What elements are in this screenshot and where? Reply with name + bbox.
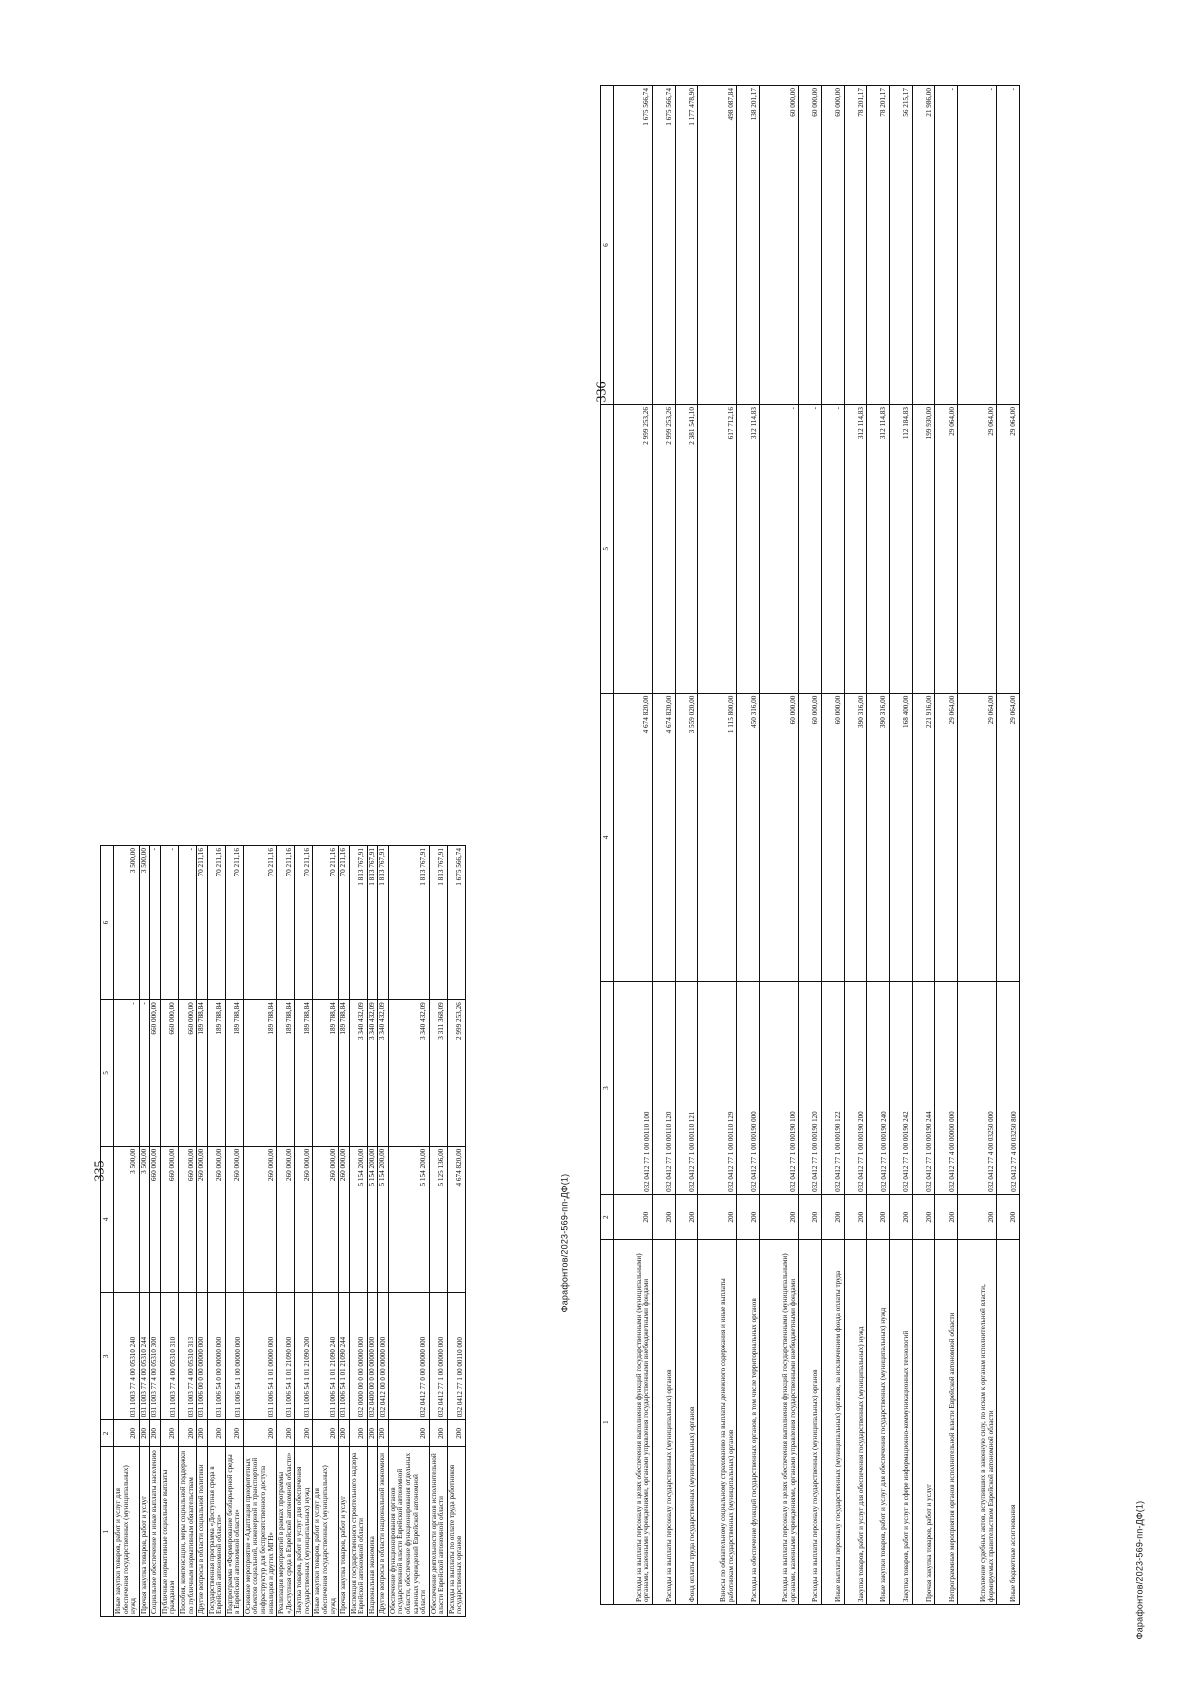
cell-c6: - — [958, 86, 997, 405]
cell-c6: - — [150, 846, 161, 1000]
cell-c5: 189 788,84 — [339, 1000, 350, 1146]
table-row — [698, 86, 737, 1605]
cell-c5: - — [139, 1000, 150, 1146]
cell-c4: 1 115 800,00 — [698, 693, 737, 982]
cell-c4: 5 154 200,00 — [388, 1146, 429, 1292]
cell-c5: 2 999 253,26 — [614, 405, 653, 694]
cell-c4: 5 154 200,00 — [367, 1146, 378, 1292]
table-row — [277, 846, 295, 1617]
cell-name: Расходы на выплаты персоналу в целях обеспечения выполнения функций государственными (муниципальными) органами, казенными учреждениями, органами управления государственными внебюджетными фондами — [614, 1240, 653, 1605]
cell-grp: 200 — [844, 1194, 867, 1240]
cell-c6: 21 986,00 — [912, 86, 935, 405]
table-row — [150, 846, 161, 1617]
column-header-6: 6 — [601, 86, 614, 405]
cell-code: 032 0412 77 4 00 00000 000 — [935, 982, 958, 1195]
cell-code: 032 0412 77 1 00 00110 100 — [614, 982, 653, 1195]
cell-grp: 200 — [139, 1420, 150, 1447]
cell-c6: 70 211,16 — [295, 846, 313, 1000]
cell-code: 032 0000 00 0 00 00000 000 — [349, 1293, 367, 1420]
cell-name: Закупка товаров, работ и услуг для обеспечения государственных (муниципальных) нужд — [844, 1240, 867, 1605]
cell-c6: 1 813 767,91 — [378, 846, 389, 1000]
cell-c4: 5 154 200,00 — [349, 1146, 367, 1292]
column-header-4: 4 — [101, 1146, 114, 1292]
cell-c5: 199 930,00 — [912, 405, 935, 694]
table-row — [207, 846, 225, 1617]
cell-name: Инспекция государственного строительного надзора Еврейской автономной области — [349, 1447, 367, 1617]
table-row — [737, 86, 760, 1605]
cell-c6: 3 500,00 — [114, 846, 140, 1000]
cell-grp: 200 — [378, 1420, 389, 1447]
cell-name: Закупка товаров, работ и услуг для обеспечения государственных (муниципальных) нужд — [295, 1447, 313, 1617]
cell-c6: 70 211,16 — [313, 846, 339, 1000]
cell-c5: 617 712,16 — [698, 405, 737, 694]
table-row — [139, 846, 150, 1617]
cell-grp: 200 — [313, 1420, 339, 1447]
cell-c5: - — [760, 405, 799, 694]
cell-name: Иные закупки товаров, работ и услуг для обеспечения государственных (муниципальных) нужд — [867, 1240, 890, 1605]
cell-c5: 189 788,84 — [243, 1000, 276, 1146]
cell-name: Иные закупки товаров, работ и услуг для обеспечения государственных (муниципальных) нужд — [114, 1447, 140, 1617]
cell-grp: 200 — [295, 1420, 313, 1447]
cell-c6: - — [178, 846, 196, 1000]
cell-c4: 3 500,00 — [114, 1146, 140, 1292]
cell-c5: 189 788,84 — [197, 1000, 208, 1146]
table-header-row — [101, 846, 114, 1617]
cell-c4: 260 000,00 — [313, 1146, 339, 1292]
cell-grp: 200 — [447, 1420, 465, 1447]
cell-c4: 260 000,00 — [197, 1146, 208, 1292]
cell-code: 032 0412 77 1 00 00110 121 — [675, 982, 698, 1195]
table-row — [889, 86, 912, 1605]
table-row — [243, 846, 276, 1617]
cell-grp: 200 — [760, 1194, 799, 1240]
table-row — [225, 846, 243, 1617]
cell-c4: 260 000,00 — [295, 1146, 313, 1292]
cell-code: 031 1006 54 1 01 21090 240 — [313, 1293, 339, 1420]
cell-c4: 29 064,00 — [997, 693, 1020, 982]
cell-c6: 78 201,17 — [844, 86, 867, 405]
column-header-1: 1 — [601, 1240, 614, 1605]
cell-code: 032 0412 77 1 00 00000 000 — [429, 1293, 447, 1420]
column-header-2: 2 — [601, 1194, 614, 1240]
table-row — [652, 86, 675, 1605]
cell-grp: 200 — [225, 1420, 243, 1447]
table-row — [313, 846, 339, 1617]
cell-c4: 168 400,00 — [889, 693, 912, 982]
column-header-3: 3 — [101, 1293, 114, 1420]
cell-c4: 29 064,00 — [958, 693, 997, 982]
cell-c5: - — [821, 405, 844, 694]
cell-code: 031 1003 77 4 00 05310 244 — [139, 1293, 150, 1420]
cell-c6: 1 813 767,91 — [429, 846, 447, 1000]
cell-c6: 70 211,16 — [339, 846, 350, 1000]
table-body — [614, 86, 1020, 1605]
cell-code: 032 0412 77 1 00 00190 120 — [799, 982, 822, 1195]
cell-name: Непрограммные мероприятия органов исполнительной власти Еврейской автономной области — [935, 1240, 958, 1605]
budget-table-335 — [100, 845, 466, 1617]
cell-c6: 78 201,17 — [867, 86, 890, 405]
cell-code: 032 0412 77 4 00 03250 800 — [997, 982, 1020, 1195]
table-body — [114, 846, 466, 1617]
cell-c5: 2 999 253,26 — [447, 1000, 465, 1146]
cell-code: 031 1006 54 1 00 00000 000 — [225, 1293, 243, 1420]
cell-c5: 660 000,00 — [178, 1000, 196, 1146]
cell-c6: 56 215,17 — [889, 86, 912, 405]
cell-name: Исполнение судебных актов, вступивших в законную силу, по искам к органам исполнительной власти, формируемых правительством Еврейской автономной области — [958, 1240, 997, 1605]
cell-name: Другие вопросы в области национальной экономики — [378, 1447, 389, 1617]
cell-name: Национальная экономика — [367, 1447, 378, 1617]
cell-c6: 60 000,00 — [799, 86, 822, 405]
column-header-2: 2 — [101, 1420, 114, 1447]
cell-name: Государственная программа «Доступная среда в Еврейской автономной области» — [207, 1447, 225, 1617]
cell-c4: 260 000,00 — [207, 1146, 225, 1292]
cell-code: 032 0412 77 0 00 00000 000 — [388, 1293, 429, 1420]
cell-c5: 189 788,84 — [295, 1000, 313, 1146]
cell-code: 032 0400 00 0 00 00000 000 — [367, 1293, 378, 1420]
cell-grp: 200 — [178, 1420, 196, 1447]
table-row — [178, 846, 196, 1617]
cell-grp: 200 — [367, 1420, 378, 1447]
cell-code: 032 0412 77 1 00 00190 240 — [867, 982, 890, 1195]
budget-table-336 — [600, 85, 1020, 1605]
cell-code: 031 1003 77 4 00 05310 313 — [178, 1293, 196, 1420]
cell-grp: 200 — [429, 1420, 447, 1447]
cell-code: 031 1003 77 4 00 05310 300 — [150, 1293, 161, 1420]
cell-c6: 1 177 478,90 — [675, 86, 698, 405]
cell-name: Публичные нормативные социальные выплаты гражданам — [160, 1447, 178, 1617]
cell-c6: 1 675 566,74 — [652, 86, 675, 405]
cell-c6: 1 813 767,91 — [388, 846, 429, 1000]
column-header-4: 4 — [601, 693, 614, 982]
cell-c4: 60 000,00 — [821, 693, 844, 982]
table-row — [197, 846, 208, 1617]
cell-c5: 3 311 368,09 — [429, 1000, 447, 1146]
table-row — [844, 86, 867, 1605]
cell-grp: 200 — [958, 1194, 997, 1240]
cell-name: Пособия, компенсации, меры социальной поддержки по публичным нормативным обязательствам — [178, 1447, 196, 1617]
table-row — [339, 846, 350, 1617]
table-header-row — [601, 86, 614, 1605]
cell-c5: 312 114,83 — [867, 405, 890, 694]
cell-code: 031 1006 54 1 01 00000 000 — [243, 1293, 276, 1420]
cell-name: Фонд оплаты труда государственных (муниципальных) органов — [675, 1240, 698, 1605]
cell-c5: 189 788,84 — [277, 1000, 295, 1146]
cell-name: Расходы на выплаты по оплате труда работников государственных органов — [447, 1447, 465, 1617]
cell-c4: 660 000,00 — [178, 1146, 196, 1292]
cell-c4: 260 000,00 — [225, 1146, 243, 1292]
cell-name: Основное мероприятие «Адаптация приоритетных объектов социальной, инженерной и транспортной инфраструктур для беспрепятственного доступа инвалидов и других МГН» — [243, 1447, 276, 1617]
document-footer-336: Фарафонтов/2023-569-пп-ДФ(1) — [1134, 1500, 1145, 1640]
cell-c6: 70 211,16 — [197, 846, 208, 1000]
table-row — [367, 846, 378, 1617]
column-header-3: 3 — [601, 982, 614, 1195]
cell-name: Взносы по обязательному социальному страхованию на выплаты денежного содержания и иные выплаты работникам государственных (муниципальных) органов — [698, 1240, 737, 1605]
table-row — [295, 846, 313, 1617]
table-row — [760, 86, 799, 1605]
table-row — [799, 86, 822, 1605]
cell-c5: 112 184,83 — [889, 405, 912, 694]
cell-grp: 200 — [652, 1194, 675, 1240]
cell-c6: 1 675 566,74 — [614, 86, 653, 405]
cell-c5: 3 340 432,09 — [378, 1000, 389, 1146]
cell-code: 031 1006 54 1 01 21090 200 — [295, 1293, 313, 1420]
cell-c5: 3 340 432,09 — [367, 1000, 378, 1146]
cell-name: Расходы на выплаты персоналу государственных (муниципальных) органов — [652, 1240, 675, 1605]
cell-c4: 660 000,00 — [150, 1146, 161, 1292]
cell-grp: 200 — [388, 1420, 429, 1447]
cell-name: Прочая закупка товаров, работ и услуг — [139, 1447, 150, 1617]
cell-code: 032 0412 77 1 00 00190 244 — [912, 982, 935, 1195]
cell-c4: 5 154 200,00 — [378, 1146, 389, 1292]
cell-grp: 200 — [160, 1420, 178, 1447]
cell-grp: 200 — [150, 1420, 161, 1447]
page-number-335: 335 — [92, 1160, 108, 1182]
cell-name: Прочая закупка товаров, работ и услуг — [339, 1447, 350, 1617]
cell-grp: 200 — [935, 1194, 958, 1240]
cell-c5: 29 064,00 — [935, 405, 958, 694]
cell-c6: 3 500,00 — [139, 846, 150, 1000]
cell-c6: - — [997, 86, 1020, 405]
column-header-1: 1 — [101, 1447, 114, 1617]
cell-c4: 660 000,00 — [160, 1146, 178, 1292]
table-row — [912, 86, 935, 1605]
column-header-5: 5 — [601, 405, 614, 694]
table-row — [349, 846, 367, 1617]
cell-c4: 390 316,00 — [844, 693, 867, 982]
cell-c4: 29 064,00 — [935, 693, 958, 982]
cell-c6: 60 000,00 — [821, 86, 844, 405]
cell-c4: 221 916,00 — [912, 693, 935, 982]
page-335-table-region — [100, 845, 464, 1617]
cell-c6: - — [160, 846, 178, 1000]
cell-code: 032 0412 77 4 00 03250 000 — [958, 982, 997, 1195]
table-row — [821, 86, 844, 1605]
cell-c5: 660 000,00 — [160, 1000, 178, 1146]
cell-c4: 4 674 820,00 — [652, 693, 675, 982]
cell-c6: 1 813 767,91 — [349, 846, 367, 1000]
cell-c5: - — [799, 405, 822, 694]
table-row — [675, 86, 698, 1605]
cell-code: 031 1006 00 0 00 00000 000 — [197, 1293, 208, 1420]
table-row — [614, 86, 653, 1605]
document-footer-335: Фарафонтов/2023-569-пп-ДФ(1) — [559, 1173, 570, 1313]
cell-code: 032 0412 77 1 00 00110 129 — [698, 982, 737, 1195]
cell-code: 031 1006 54 0 00 00000 000 — [207, 1293, 225, 1420]
cell-grp: 200 — [243, 1420, 276, 1447]
cell-grp: 200 — [737, 1194, 760, 1240]
cell-c4: 4 674 820,00 — [447, 1146, 465, 1292]
cell-name: Подпрограмма «Формирование безбарьерной среды в Еврейской автономной области» — [225, 1447, 243, 1617]
cell-c6: 1 675 566,74 — [447, 846, 465, 1000]
cell-name: Расходы на выплаты персоналу государственных (муниципальных) органов — [799, 1240, 822, 1605]
table-row — [447, 846, 465, 1617]
table-row — [388, 846, 429, 1617]
cell-grp: 200 — [821, 1194, 844, 1240]
cell-c4: 390 316,00 — [867, 693, 890, 982]
page-number-336: 336 — [594, 381, 610, 403]
cell-c6: - — [935, 86, 958, 405]
cell-c6: 498 087,84 — [698, 86, 737, 405]
cell-grp: 200 — [997, 1194, 1020, 1240]
cell-grp: 200 — [889, 1194, 912, 1240]
table-row — [160, 846, 178, 1617]
cell-c6: 138 201,17 — [737, 86, 760, 405]
cell-grp: 200 — [614, 1194, 653, 1240]
cell-c6: 70 211,16 — [243, 846, 276, 1000]
cell-name: Прочая закупка товаров, работ и услуг — [912, 1240, 935, 1605]
cell-name: Другие вопросы в области социальной политики — [197, 1447, 208, 1617]
cell-name: Закупка товаров, работ и услуг в сфере информационно-коммуникационных технологий — [889, 1240, 912, 1605]
cell-c6: 60 000,00 — [760, 86, 799, 405]
cell-c5: 3 340 432,09 — [388, 1000, 429, 1146]
cell-code: 031 1003 77 4 00 05310 310 — [160, 1293, 178, 1420]
cell-name: Расходы на выплаты персоналу в целях обеспечения выполнения функций государственными (муниципальными) органами, казенными учреждениями, органами управления государственными внебюджетными фондами — [760, 1240, 799, 1605]
cell-name: Иные закупки товаров, работ и услуг для обеспечения государственных (муниципальных) нужд — [313, 1447, 339, 1617]
cell-grp: 200 — [197, 1420, 208, 1447]
cell-code: 031 1006 54 1 01 21090 000 — [277, 1293, 295, 1420]
cell-c4: 260 000,00 — [277, 1146, 295, 1292]
cell-c4: 260 000,00 — [243, 1146, 276, 1292]
cell-c5: 189 788,84 — [313, 1000, 339, 1146]
cell-name: Расходы на обеспечение функций государственных органов, в том числе территориальных органов — [737, 1240, 760, 1605]
cell-grp: 200 — [867, 1194, 890, 1240]
cell-c6: 70 211,16 — [277, 846, 295, 1000]
cell-code: 031 1003 77 4 00 05310 240 — [114, 1293, 140, 1420]
cell-code: 032 0412 77 1 00 00190 122 — [821, 982, 844, 1195]
cell-code: 032 0412 77 1 00 00110 120 — [652, 982, 675, 1195]
cell-code: 032 0412 77 1 00 00190 242 — [889, 982, 912, 1195]
cell-c4: 260 000,00 — [339, 1146, 350, 1292]
column-header-5: 5 — [101, 1000, 114, 1146]
table-row — [114, 846, 140, 1617]
table-row — [867, 86, 890, 1605]
cell-c6: 70 211,16 — [207, 846, 225, 1000]
cell-code: 032 0412 00 0 00 00000 000 — [378, 1293, 389, 1420]
cell-name: Иные выплаты персоналу государственных (муниципальных) органов, за исключением фонда оплаты труда — [821, 1240, 844, 1605]
cell-c5: 3 340 432,09 — [349, 1000, 367, 1146]
cell-code: 032 0412 77 1 00 00110 000 — [447, 1293, 465, 1420]
cell-c4: 5 125 136,00 — [429, 1146, 447, 1292]
cell-c4: 3 500,00 — [139, 1146, 150, 1292]
cell-c6: 1 813 767,91 — [367, 846, 378, 1000]
cell-grp: 200 — [277, 1420, 295, 1447]
cell-grp: 200 — [349, 1420, 367, 1447]
cell-grp: 200 — [339, 1420, 350, 1447]
cell-c4: 60 000,00 — [760, 693, 799, 982]
cell-c6: 70 211,16 — [225, 846, 243, 1000]
cell-grp: 200 — [698, 1194, 737, 1240]
cell-c4: 60 000,00 — [799, 693, 822, 982]
table-row — [935, 86, 958, 1605]
cell-code: 031 1006 54 1 01 21090 244 — [339, 1293, 350, 1420]
cell-name: Социальное обеспечение и иные выплаты населению — [150, 1447, 161, 1617]
cell-code: 032 0412 77 1 00 00190 100 — [760, 982, 799, 1195]
cell-grp: 200 — [912, 1194, 935, 1240]
cell-code: 032 0412 77 1 00 00190 200 — [844, 982, 867, 1195]
cell-name: Иные бюджетные ассигнования — [997, 1240, 1020, 1605]
cell-c4: 4 674 820,00 — [614, 693, 653, 982]
cell-c5: 2 999 253,26 — [652, 405, 675, 694]
cell-grp: 200 — [675, 1194, 698, 1240]
cell-c5: - — [114, 1000, 140, 1146]
cell-name: Реализация мероприятий в рамках программы «Доступная среда в Еврейской автономной области» — [277, 1447, 295, 1617]
cell-c5: 2 381 541,10 — [675, 405, 698, 694]
table-row — [997, 86, 1020, 1605]
cell-c5: 312 114,83 — [844, 405, 867, 694]
cell-c4: 3 559 020,00 — [675, 693, 698, 982]
cell-grp: 200 — [799, 1194, 822, 1240]
cell-c5: 189 788,84 — [207, 1000, 225, 1146]
cell-c5: 189 788,84 — [225, 1000, 243, 1146]
column-header-6: 6 — [101, 846, 114, 1000]
cell-c5: 29 064,00 — [958, 405, 997, 694]
cell-c5: 29 064,00 — [997, 405, 1020, 694]
table-row — [958, 86, 997, 1605]
table-row — [378, 846, 389, 1617]
cell-grp: 200 — [207, 1420, 225, 1447]
cell-c4: 450 316,00 — [737, 693, 760, 982]
cell-grp: 200 — [114, 1420, 140, 1447]
page-336-table-region — [600, 85, 1020, 1605]
table-row — [429, 846, 447, 1617]
cell-c5: 660 000,00 — [150, 1000, 161, 1146]
cell-name: Обеспечение деятельности органов исполнительной власти Еврейской автономной области — [429, 1447, 447, 1617]
cell-c5: 312 114,83 — [737, 405, 760, 694]
cell-code: 032 0412 77 1 00 00190 000 — [737, 982, 760, 1195]
cell-name: Обеспечение функционирования органов государственной власти Еврейской автономной области, обеспечение функционирования отдельных казенных учреждений Еврейской автономной области — [388, 1447, 429, 1617]
